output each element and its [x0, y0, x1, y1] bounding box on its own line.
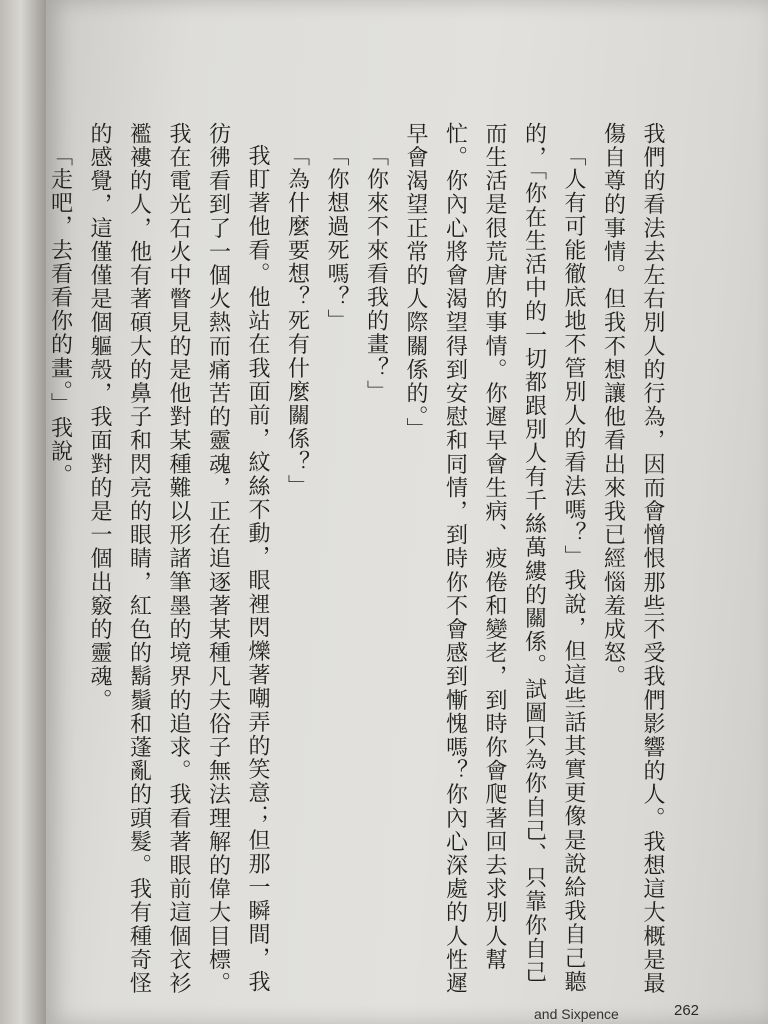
vertical-text-block — [40, 122, 672, 998]
paragraph: 「走吧，去看看你的畫。」我說。 — [47, 144, 73, 487]
page-footer — [534, 1000, 734, 1024]
page-number: 262 — [674, 1002, 700, 1019]
book-page — [46, 0, 768, 1024]
paragraph: 「你想過死嗎？」 — [324, 144, 349, 333]
paragraph: 「人有可能徹底地不管別人的看法嗎？」我說，但這些話其實更像是說給我自己聽的，「你在生活中的一切都跟別人有千絲萬縷的關係。試圖只為你自己、只靠你自己而生活是很荒唐的事情。你遲早會生病、疲倦和變老，到時你會爬著回去求別人幫忙。你內心將會渴望得到安慰和同情，到時你不會感到慚愧嗎？你內心深處的人性遲早會渴望正常的人際關係的。」 — [403, 122, 586, 996]
paragraph: 我盯著他看。他站在我面前，紋絲不動，眼裡閃爍著嘲弄的笑意；但那一瞬間，我彷彿看到了一個火熱而痛苦的靈魂，正在追逐著某種凡夫俗子無法理解的偉大目標。我在電光石火中瞥見的是他對某種難以形諸筆墨的境界的追求。我看著眼前這個衣衫襤褸的人，他有著碩大的鼻子和閃亮的眼睛，紅色的鬍鬚和蓬亂的頭髮。我有種奇怪的感覺，這僅僅是個軀殼，我面對的是一個出竅的靈魂。 — [87, 122, 270, 996]
paragraph: 「為什麼要想？死有什麼關係？」 — [284, 144, 310, 498]
paragraph: 我們的看法去左右別人的行為，因而會憎恨那些不受我們影響的人。我想這大概是最傷自尊的事情。但我不想讓他看出來我已經惱羞成怒。 — [600, 122, 665, 996]
running-title: and Sixpence — [534, 1006, 619, 1022]
paragraph: 「你來不來看我的畫？」 — [363, 144, 389, 404]
